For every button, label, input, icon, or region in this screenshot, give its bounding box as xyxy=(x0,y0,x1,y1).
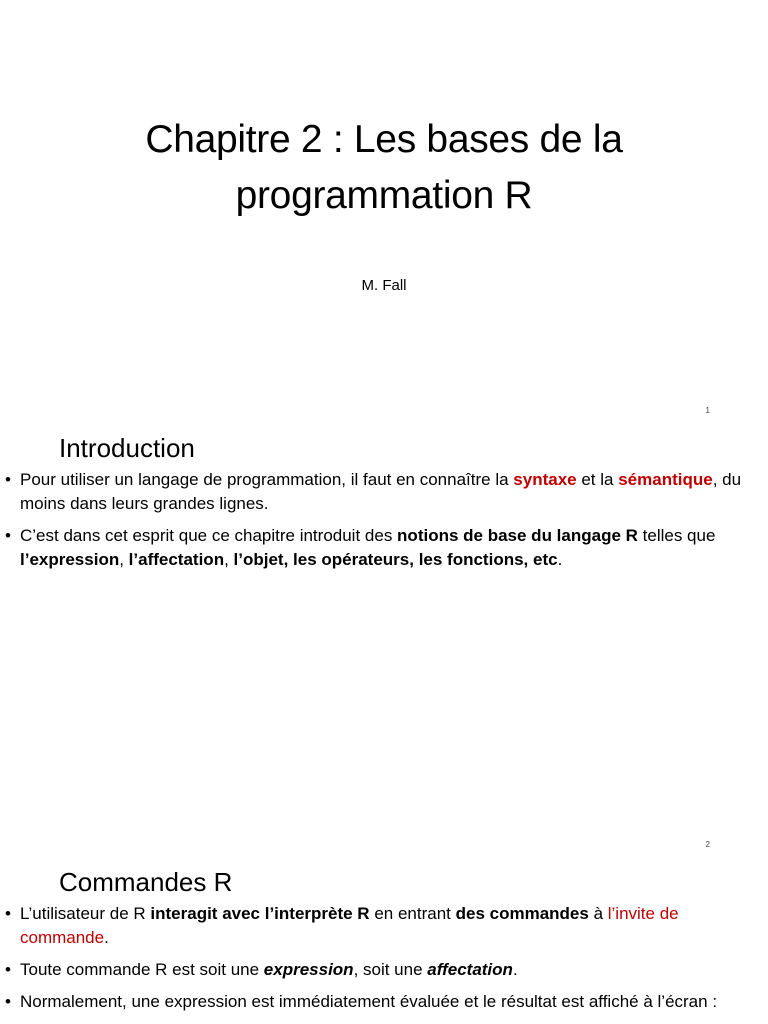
text: . xyxy=(557,550,563,569)
text: , soit une xyxy=(353,960,428,979)
text: Toute commande R est soit une xyxy=(20,960,264,979)
keyword-syntaxe: syntaxe xyxy=(513,470,577,489)
author: M. Fall xyxy=(361,277,407,294)
bullet-item xyxy=(0,958,760,982)
slide-heading: Introduction xyxy=(59,433,195,463)
bold-text: des commandes xyxy=(455,904,589,923)
bullet-icon: • xyxy=(5,904,11,923)
bold-italic-text: expression xyxy=(263,960,354,979)
text: , xyxy=(224,550,234,569)
bullet-icon: • xyxy=(5,470,11,489)
page-number: 2 xyxy=(705,840,710,849)
slide-heading: Commandes R xyxy=(59,867,233,897)
text: L’utilisateur de R xyxy=(20,904,151,923)
red-text: l’invite de commande xyxy=(20,904,679,947)
bold-text: l’expression xyxy=(20,550,120,569)
text: C’est dans cet esprit que ce chapitre introduit des xyxy=(20,526,398,545)
slide-commandes-r xyxy=(0,854,768,1024)
text: Normalement, une expression est immédiatement évaluée et le résultat est affiché à l’écran : xyxy=(20,992,718,1011)
bullet-icon: • xyxy=(5,992,11,1011)
bullet-item xyxy=(0,902,760,950)
bullet-list xyxy=(0,468,760,580)
bold-text: notions de base du langage R xyxy=(397,526,638,545)
text: . xyxy=(104,928,109,947)
bullet-icon: • xyxy=(5,960,11,979)
text: et la xyxy=(576,470,619,489)
bold-text: interagit avec l’interprète R xyxy=(150,904,370,923)
text: , du moins dans leurs grandes lignes. xyxy=(20,470,742,513)
bullet-icon: • xyxy=(5,526,11,545)
bullet-item xyxy=(0,524,760,572)
page-number: 1 xyxy=(705,406,710,415)
text: en entrant xyxy=(369,904,456,923)
chapter-title-line1: Chapitre 2 : Les bases de la xyxy=(145,118,623,161)
keyword-semantique: sémantique xyxy=(618,470,713,489)
slide-title-page xyxy=(0,0,768,420)
text: Pour utiliser un langage de programmation, il faut en connaître la xyxy=(20,470,514,489)
chapter-title xyxy=(0,112,768,224)
text: . xyxy=(512,960,518,979)
slide-introduction xyxy=(0,420,768,854)
bold-text: l’objet, les opérateurs, les fonctions, etc xyxy=(233,550,558,569)
bullet-list xyxy=(0,902,760,1022)
chapter-title-line2: programmation R xyxy=(235,174,533,217)
text: , xyxy=(119,550,129,569)
bold-text: l’affectation xyxy=(128,550,225,569)
text: à xyxy=(588,904,608,923)
text: telles que xyxy=(637,526,716,545)
bold-italic-text: affectation xyxy=(427,960,513,979)
bullet-item xyxy=(0,990,760,1014)
bullet-item xyxy=(0,468,760,516)
